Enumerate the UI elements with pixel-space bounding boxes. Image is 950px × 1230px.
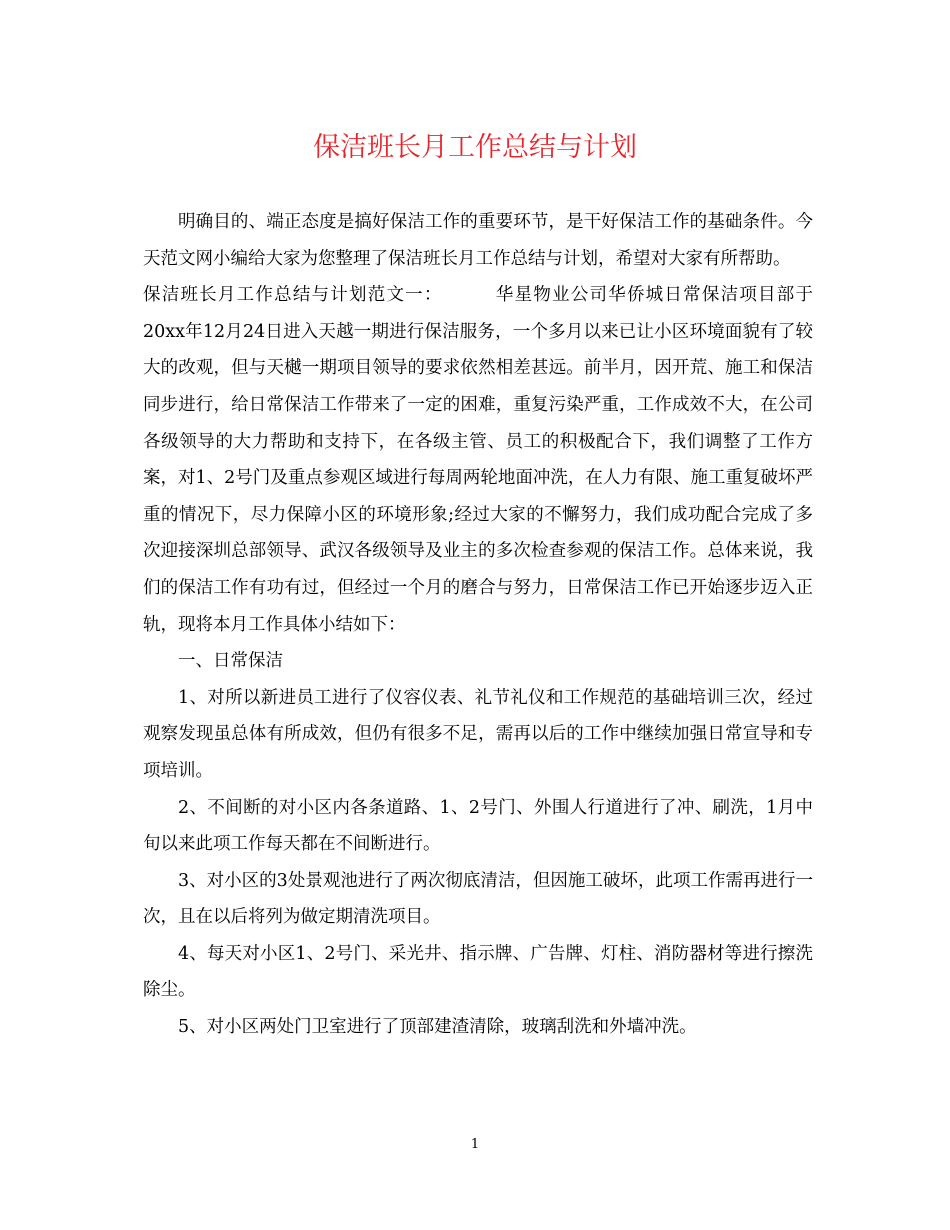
document-body: [143, 204, 813, 1046]
list-item-2: 2、不间断的对小区内各条道路、1、2号门、外围人行道进行了冲、刷洗，1月中旬以来此项工作每天都在不间断进行。: [143, 797, 813, 855]
list-item-4: 4、每天对小区1、2号门、采光井、指示牌、广告牌、灯柱、消防器材等进行擦洗除尘。: [143, 943, 813, 1001]
list-item-5: 5、对小区两处门卫室进行了顶部建渣清除，玻璃刮洗和外墙冲洗。: [178, 1017, 697, 1038]
page-number: 1: [470, 1137, 480, 1152]
list-item-3: 3、对小区的3处景观池进行了两次彻底清洁，但因施工破坏，此项工作需再进行一次，且在以后将列为做定期清洗项目。: [143, 870, 813, 928]
list-item-1: 1、对所以新进员工进行了仪容仪表、礼节礼仪和工作规范的基础培训三次，经过观察发现虽总体有所成效，但仍有很多不足，需再以后的工作中继续加强日常宣导和专项培训。: [143, 687, 813, 781]
document-title: 保洁班长月工作总结与计划: [313, 132, 637, 163]
sample-body: 华星物业公司华侨城日常保洁项目部于20xx年12月24日进入天越一期进行保洁服务，一个多月以来已让小区环境面貌有了较大的改观，但与天樾一期项目领导的要求依然相差甚远。前半月，因开荒、施工和保洁同步进行，给日常保洁工作带来了一定的困难，重复污染严重，工作成效不大，在公司各级领导的大力帮助和支持下，在各级主管、员工的积极配合下，我们调整了工作方案，对1、2号门及重点参观区域进行每周两轮地面冲洗，在人力有限、施工重复破坏严重的情况下，尽力保障小区的环境形象;经过大家的不懈努力，我们成功配合完成了多次迎接深圳总部领导、武汉各级领导及业主的多次检查参观的保洁工作。总体来说，我们的保洁工作有功有过，但经过一个月的磨合与努力，日常保洁工作已开始逐步迈入正轨，现将本月工作具体小结如下：: [143, 285, 814, 635]
intro-paragraph: 明确目的、端正态度是搞好保洁工作的重要环节，是干好保洁工作的基础条件。今天范文网小编给大家为您整理了保洁班长月工作总结与计划，希望对大家有所帮助。: [143, 212, 813, 269]
sample-paragraph: [143, 277, 813, 643]
sample-heading: 保洁班长月工作总结与计划范文一：: [143, 285, 443, 306]
section-heading-daily-cleaning: 一、日常保洁: [178, 651, 283, 672]
